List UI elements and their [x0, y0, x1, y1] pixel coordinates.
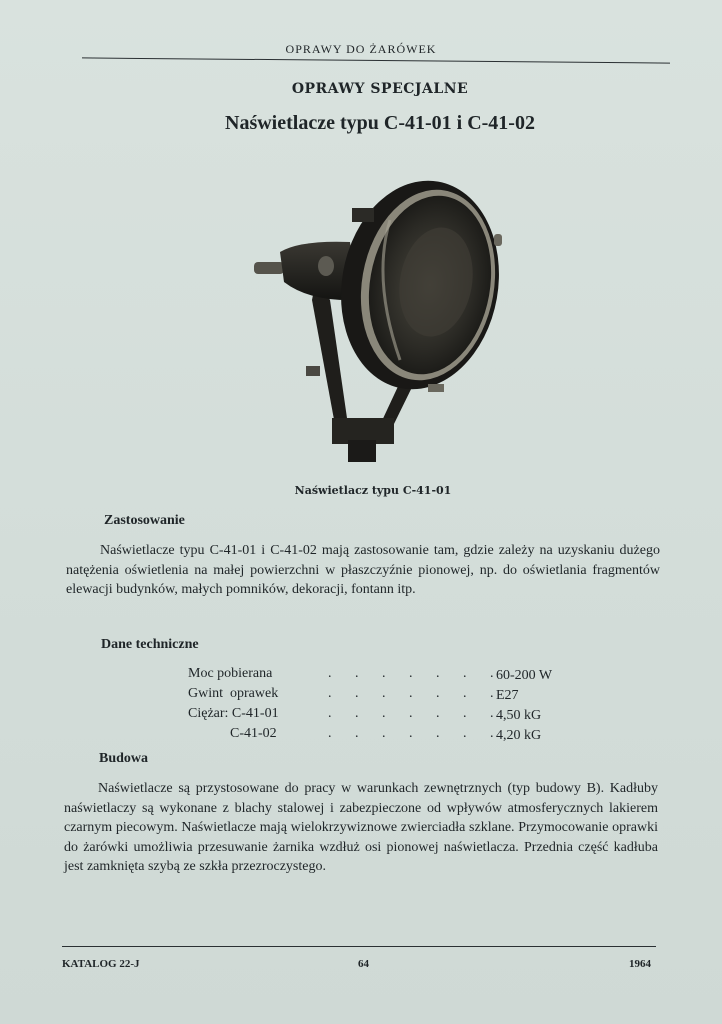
usage-text: Naświetlacze typu C-41-01 i C-41-02 mają zastosowanie tam, gdzie zależy na uzyskaniu dużego natężenia oświetlenia na małej powierzchni w płaszczyźnie pionowej, np. do oświetlania fragmentów elewacji budynków, małych pomników, dekoracji, fontann itp. — [66, 543, 660, 597]
spec-row — [188, 686, 578, 706]
spec-dots: . . . . . . . — [328, 726, 504, 741]
page-title: Naświetlacze typu C-41-01 i C-41-02 — [225, 112, 535, 134]
spec-label: C-41-02 — [188, 726, 277, 741]
spec-value: 60-200 W — [496, 668, 553, 683]
floodlight-photo — [240, 170, 520, 470]
spec-row — [188, 666, 578, 686]
spec-label: Gwint oprawek — [188, 686, 279, 701]
spec-dots: . . . . . . . — [328, 686, 504, 701]
header-rule — [82, 57, 670, 63]
technical-heading: Dane techniczne — [101, 637, 199, 652]
spec-value: E27 — [496, 688, 519, 703]
figure-caption: Naświetlacz typu C-41-01 — [294, 484, 452, 497]
running-head: OPRAWY DO ŻARÓWEK — [285, 42, 437, 56]
spec-value: 4,50 kG — [496, 708, 542, 723]
spec-dots: . . . . . . . — [328, 666, 504, 681]
spec-dots: . . . . . . . — [328, 706, 504, 721]
footer-rule — [62, 946, 656, 947]
construction-heading: Budowa — [99, 751, 149, 766]
spec-row — [188, 706, 578, 726]
spec-label: Ciężar: C-41-01 — [188, 706, 279, 721]
construction-text: Naświetlacze są przystosowane do pracy w warunkach zewnętrznych (typ budowy B). Kadłuby naświetlaczy są wykonane z blachy stalowej i zabezpieczone od wpływów atmosferycznych lakierem czarnym piecowym. Naświetlacze mają wielokrzywiznowe zwierciadła szklane. Przymocowanie oprawki do żarówki umożliwia przesuwanie żarnika wzdłuż osi pionowej naświetlacza. Przednia część kadłuba jest zamknięta szybą ze szkła przezroczystego. — [64, 781, 658, 874]
footer-page-number: 64 — [358, 958, 369, 970]
spec-value: 4,20 kG — [496, 728, 542, 743]
footer-catalog: KATALOG 22-J — [62, 958, 140, 970]
usage-heading: Zastosowanie — [104, 513, 185, 528]
spec-label: Moc pobierana — [188, 666, 273, 681]
spec-row — [188, 726, 578, 746]
technical-specs — [188, 666, 578, 746]
section-title: OPRAWY SPECJALNE — [291, 81, 469, 97]
construction-paragraph — [64, 779, 658, 877]
footer-year: 1964 — [629, 958, 651, 970]
usage-paragraph — [66, 541, 660, 600]
